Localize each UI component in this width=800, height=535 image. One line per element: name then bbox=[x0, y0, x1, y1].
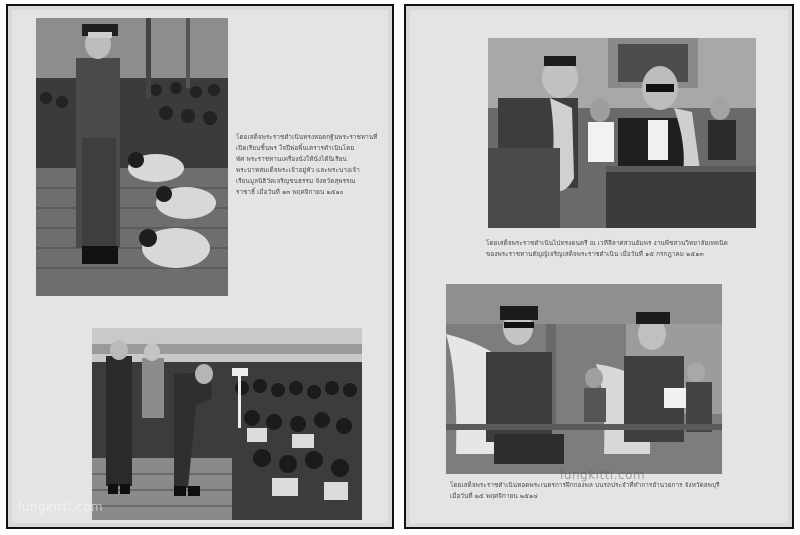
caption-line: พัศ พระราชทานเครื่องนั่งให้นั่งได้นิเรียน bbox=[236, 156, 347, 163]
caption-line: โดยเสด็จพระราชดำเนินทรงทอดกฐินพระราชทานที่ bbox=[236, 134, 378, 141]
left-page-inner bbox=[12, 10, 388, 523]
left-top-caption bbox=[236, 132, 386, 198]
photo-saxophone-players-image bbox=[488, 38, 756, 228]
caption-line: เรียนมูลนิธิวัดเจริญชนธรรม จังหวัดสุพรรณ bbox=[236, 178, 356, 185]
caption-line: โดยเสด็จพระราชดำเนินทอดพระเนตรการฝึกกองพล บนรถประจำที่ทำการอำนวยการ จังหวัดลพบุรี bbox=[450, 482, 720, 489]
photo-officer-with-crowd bbox=[36, 18, 228, 296]
watermark: lungkitti.com bbox=[18, 500, 104, 514]
caption-line: ราชาธิ์ เมื่อวันที่ ๑๓ พฤศจิกายน ๒๕๑๐ bbox=[236, 189, 344, 196]
caption-line: โดยเสด็จพระราชดำเนินไปทรงดนตรี ณ เวทีลีลาศสวนอัมพร งานพืชสวนวิทยาลัยเทคนิค bbox=[486, 240, 728, 247]
photo-outdoor-ceremony-image bbox=[92, 328, 362, 520]
right-page-inner bbox=[410, 10, 788, 523]
caption-line: ของพระราชทานตัญญ์เจริญเสด็จพระราชดำเนิน เมื่อวันที่ ๑๕ กรกฎาคม ๒๕๑๓ bbox=[486, 251, 704, 258]
photo-grandstand-officers-image bbox=[446, 284, 722, 474]
right-page bbox=[404, 4, 794, 529]
photo-officer-with-crowd-image bbox=[36, 18, 228, 296]
photo-grandstand-officers bbox=[446, 284, 722, 474]
caption-line: พระบาทสมเด็จพระเจ้าอยู่หัว และพระนางเจ้า bbox=[236, 167, 360, 174]
caption-line: เปิดเรียนชิ้นพร ใจปีพ่อพิ้นเตรารดำเนินโดย bbox=[236, 145, 355, 152]
left-page bbox=[6, 4, 394, 529]
photo-saxophone-players bbox=[488, 38, 756, 228]
right-bottom-caption bbox=[450, 480, 770, 502]
caption-line: เมื่อวันที่ ๒๕ พฤศจิกายน ๒๕๑๔ bbox=[450, 493, 538, 500]
right-middle-caption bbox=[486, 238, 776, 260]
photo-outdoor-ceremony bbox=[18, 328, 362, 520]
watermark: lungkitti.com bbox=[560, 468, 646, 482]
